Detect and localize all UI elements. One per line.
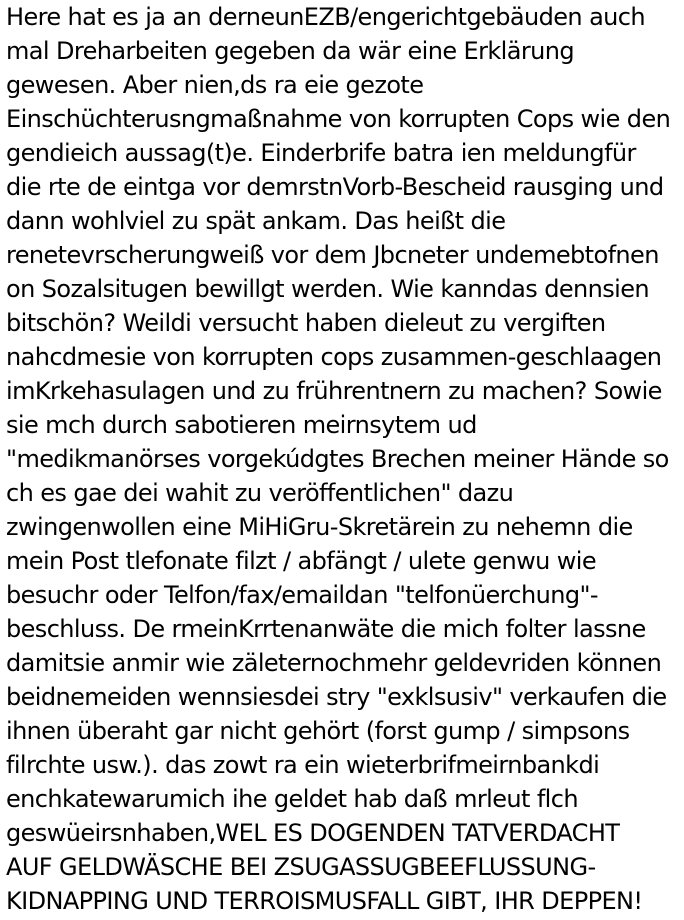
text-line: beidnemeiden wennsiesdei stry "exklsusiv" verkaufen die	[6, 683, 667, 711]
text-line: bitschön? Weildi versucht haben dieleut zu vergiften	[6, 309, 606, 337]
text-line: ihnen überaht gar nicht gehört (forst gump / simpsons	[6, 717, 630, 745]
text-line: damitsie anmir wie zäleternochmehr geldevriden können	[6, 649, 662, 677]
text-line: mein Post tlefonate filzt / abfängt / ulete genwu wie	[6, 547, 597, 575]
text-line: gewesen. Aber nien,ds ra eie gezote	[6, 71, 424, 99]
text-line: ch es gae dei wahit zu veröffentlichen" dazu	[6, 479, 514, 507]
text-line: besuchr oder Telfon/fax/emaildan "telfonüerchung"-	[6, 581, 598, 609]
text-line: AUF GELDWÄSCHE BEI ZSUGASSUGBEEFLUSSUNG-	[6, 853, 596, 881]
text-line: dann wohlviel zu spät ankam. Das heißt die	[6, 207, 506, 235]
text-line: on Sozalsitugen bewillgt werden. Wie kanndas dennsien	[6, 275, 649, 303]
text-line: sie mch durch sabotieren meirnsytem ud	[6, 411, 477, 439]
text-line: renetevrscherungweiß vor dem Jbcneter undemebtofnen	[6, 241, 659, 269]
text-line: beschluss. De rmeinKrrtenanwäte die mich folter lassne	[6, 615, 646, 643]
text-line: geswüeirsnhaben,WEL ES DOGENDEN TATVERDACHT	[6, 819, 620, 847]
text-line: imKrkehasulagen und zu frührentnern zu machen? Sowie	[6, 377, 662, 405]
text-line: gendieich aussag(t)e. Einderbrife batra ien meldungfür	[6, 139, 636, 167]
text-line: mal Dreharbeiten gegeben da wär eine Erklärung	[6, 37, 574, 65]
text-line: filrchte usw.). das zowt ra ein wieterbrifmeirnbankdi	[6, 751, 600, 779]
text-line: enchkatewarumich ihe geldet hab daß mrleut flch	[6, 785, 578, 813]
text-page	[6, 0, 682, 920]
text-line: Einschüchterusngmaßnahme von korrupten Cops wie den	[6, 105, 671, 133]
text-line: die rte de eintga vor demrstnVorb-Bescheid rausging und	[6, 173, 664, 201]
text-line: "medikmanörses vorgekúdgtes Brechen meiner Hände so	[6, 445, 669, 473]
text-line: nahcdmesie von korrupten cops zusammen-geschlaagen	[6, 343, 662, 371]
text-line: Here hat es ja an derneunEZB/engerichtgebäuden auch	[6, 3, 645, 31]
text-line: zwingenwollen eine MiHiGru-Skretärein zu nehemn die	[6, 513, 633, 541]
text-line: KIDNAPPING UND TERROISMUSFALL GIBT, IHR DEPPEN!	[6, 887, 643, 915]
